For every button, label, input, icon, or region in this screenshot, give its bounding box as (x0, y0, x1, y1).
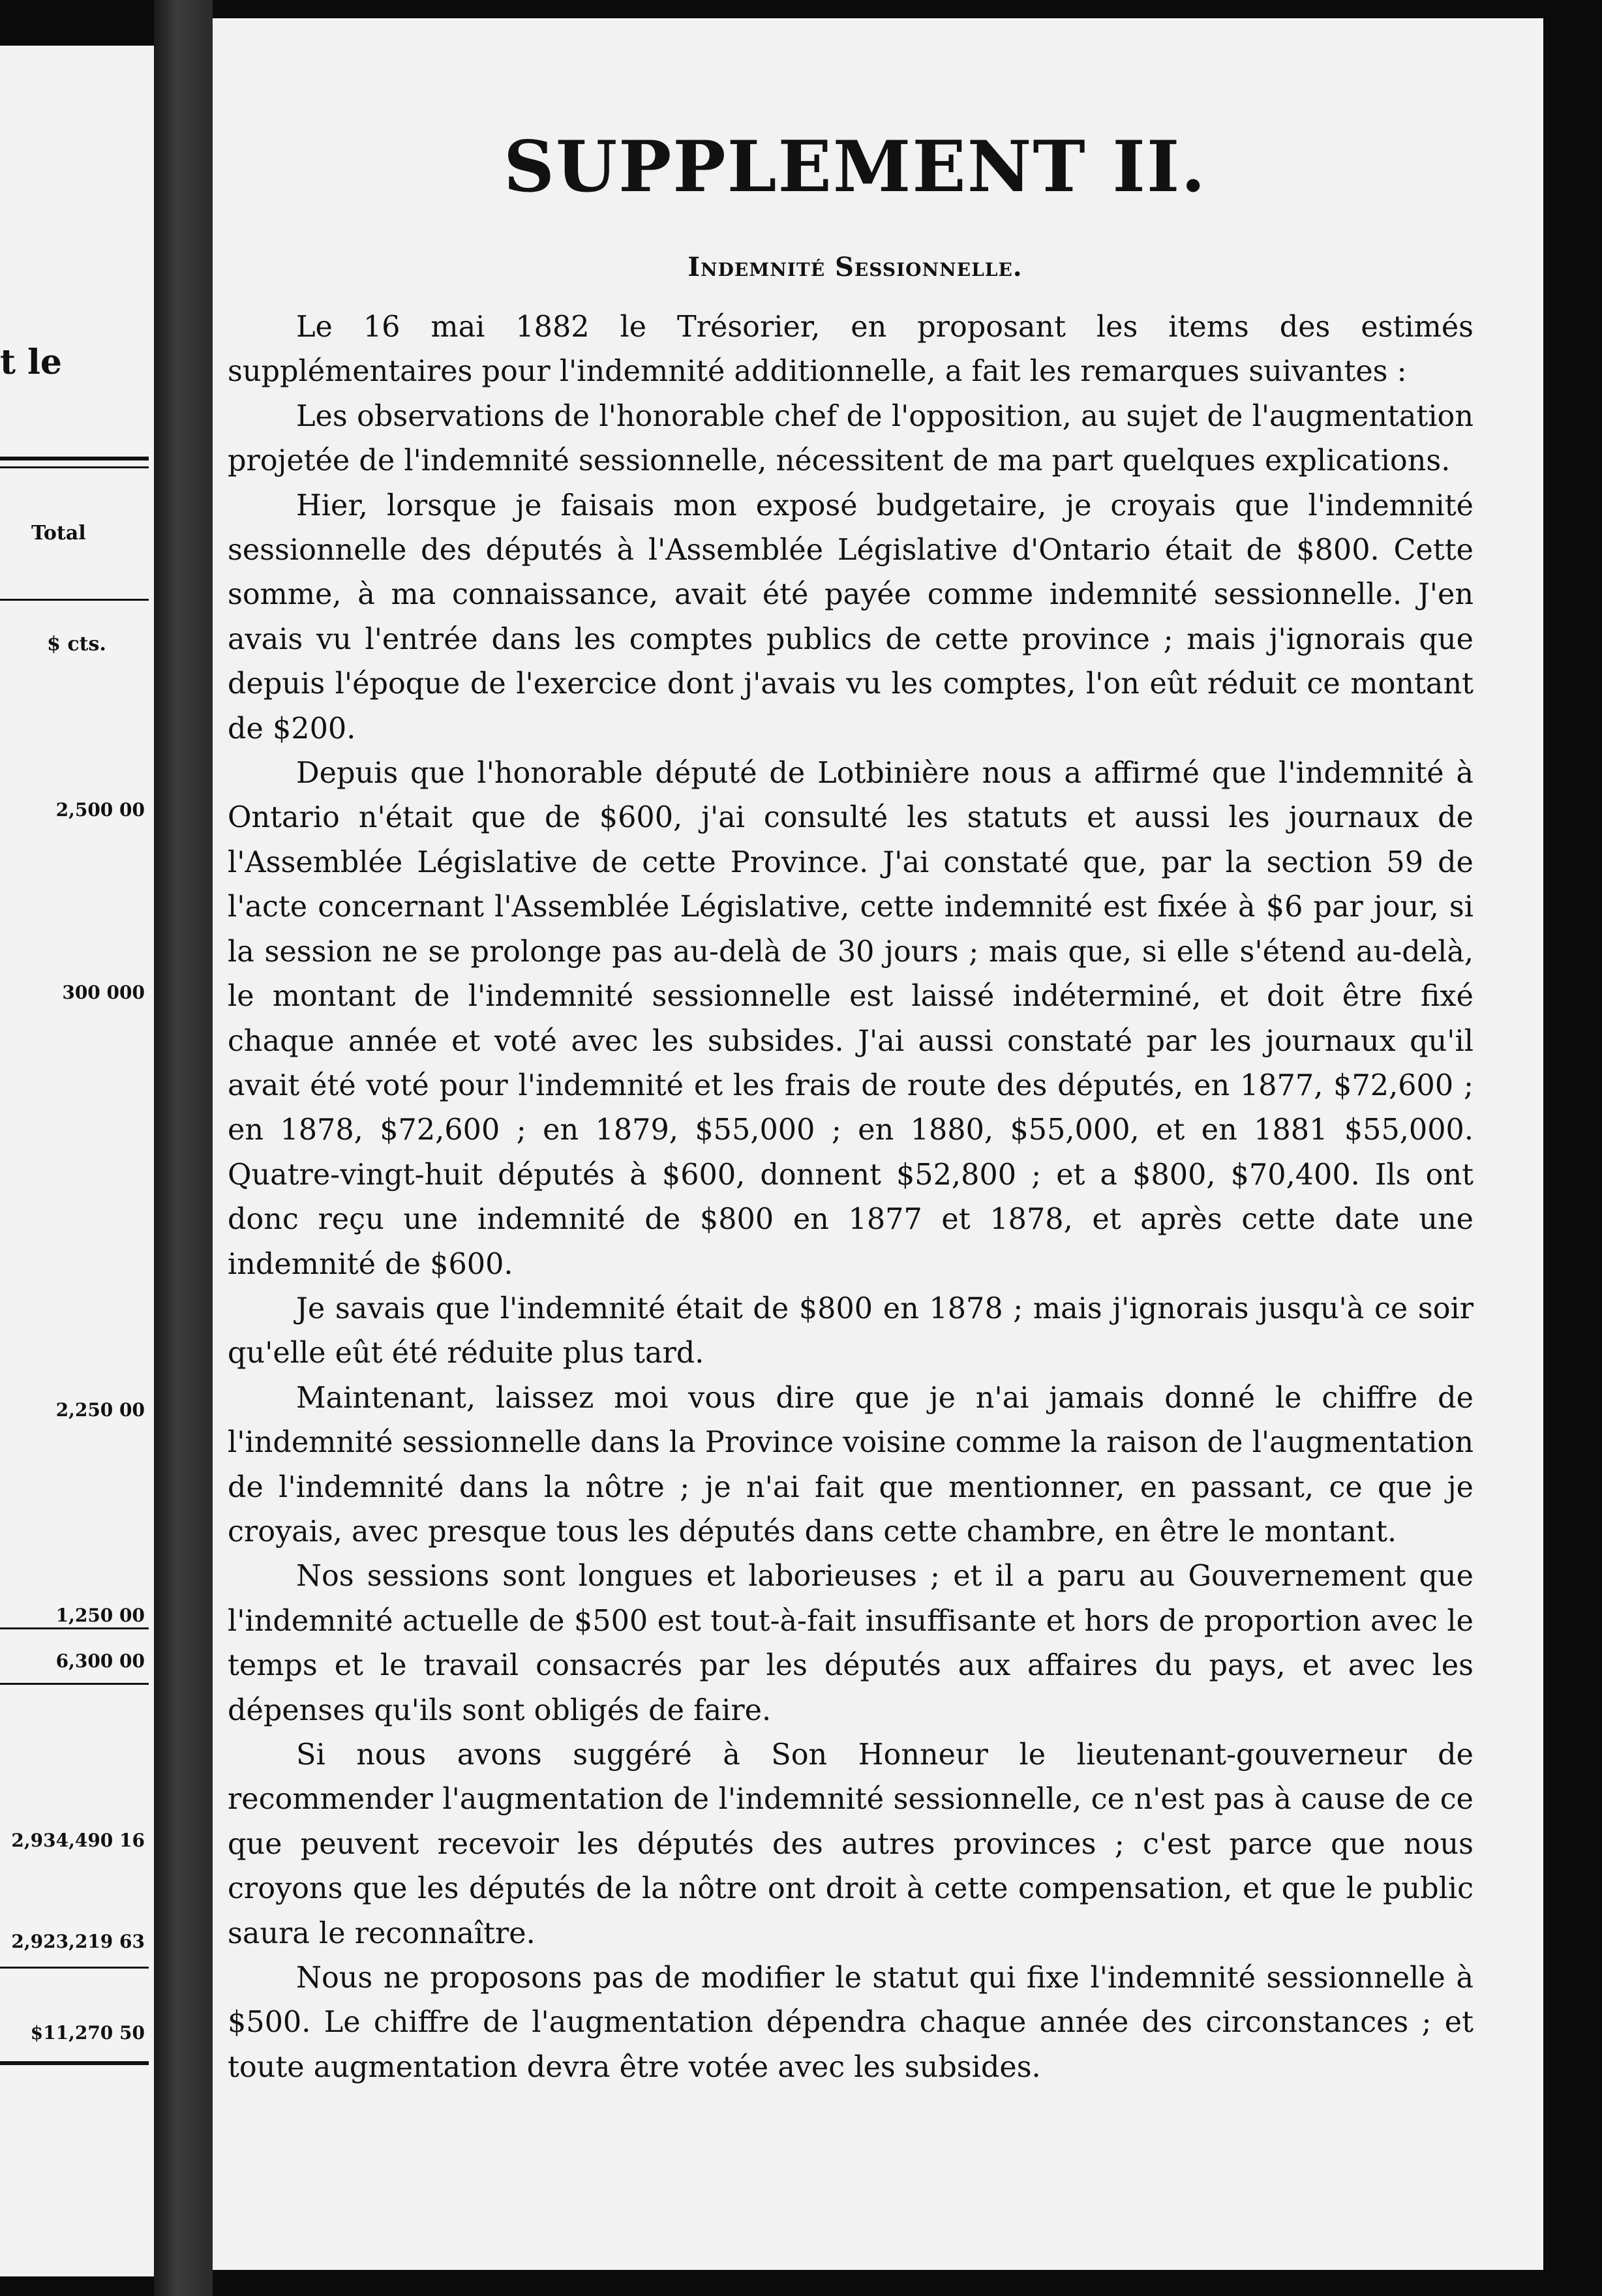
scan-border (1543, 0, 1602, 2296)
table-rule (0, 2061, 149, 2065)
amount-cell: 6,300 00 (55, 1650, 145, 1672)
paragraph: Hier, lorsque je faisais mon exposé budgetaire, je croyais que l'indemnité sessionnelle des députés à l'Assemblée Législative d'Ontario était de $800. Cette somme, à ma connaissance, avait été payée comme indemnité sessionnelle. J'en avais vu l'entrée dans les comptes publics de cette province ; mais j'ignorais que depuis l'époque de l'exercice dont j'avais vu les comptes, l'on eût réduit ce montant de $200. (228, 489, 1474, 746)
amount-cell: 1,250 00 (55, 1605, 145, 1626)
table-rule (0, 1683, 149, 1685)
document-page (213, 18, 1543, 2270)
paragraph: Depuis que l'honorable député de Lotbinière nous a affirmé que l'indemnité à Ontario n'était que de $600, j'ai consulté les statuts et aussi les journaux de l'Assemblée Législative de cette Province. J'ai constaté que, par la section 59 de l'acte concernant l'Assemblée Législative, cette indemnité est fixée à $6 par jour, si la session ne se prolonge pas au-delà de 30 jours ; mais que, si elle s'étend au-delà, le montant de l'indemnité sessionnelle est laissé indéterminé, et doit être fixé chaque année et voté avec les subsides. J'ai aussi constaté par les journaux qu'il avait été voté pour l'indemnité et les frais de route des députés, en 1877, $72,600 ; en 1878, $72,600 ; en 1879, $55,000 ; en 1880, $55,000, et en 1881 $55,000. Quatre-vingt-huit députés à $600, donnent $52,800 ; et a $800, $70,400. Ils ont donc reçu une indemnité de $800 en 1877 et 1878, et après cette date une indemnité de $600. (228, 757, 1474, 1281)
table-rule (0, 466, 149, 468)
unit-label: $ cts. (47, 633, 106, 656)
paragraph: Je savais que l'indemnité était de $800 en 1878 ; mais j'ignorais jusqu'à ce soir qu'elle eût été réduite plus tard. (228, 1292, 1474, 1370)
amount-cell: 2,250 00 (55, 1399, 145, 1421)
table-rule (0, 457, 149, 461)
paragraph: Les observations de l'honorable chef de l'opposition, au sujet de l'augmentation projetée de l'indemnité sessionnelle, nécessitent de ma part quelques explications. (228, 399, 1474, 478)
facing-page-heading-fragment: t le (0, 342, 62, 382)
amount-cell: 2,500 00 (55, 799, 145, 821)
table-rule (0, 599, 149, 601)
paragraph: Le 16 mai 1882 le Trésorier, en proposant les items des estimés supplémentaires pour l'indemnité additionnelle, a fait les remarques suivantes : (228, 310, 1474, 389)
amount-cell: 2,923,219 63 (11, 1931, 145, 1952)
section-subtitle: Indemnité Sessionnelle. (688, 252, 1023, 282)
amount-cell: 300 000 (62, 982, 145, 1003)
paragraph: Nos sessions sont longues et laborieuses ; et il a paru au Gouvernement que l'indemnité actuelle de $500 est tout-à-fait insuffisante et hors de proportion avec le temps et le travail consacrés par les députés aux affaires du pays, et avec les dépenses qu'ils sont obligés de faire. (228, 1560, 1474, 1727)
facing-page-fragment (0, 46, 154, 2276)
paragraph: Nous ne proposons pas de modifier le statut qui fixe l'indemnité sessionnelle à $500. Le chiffre de l'augmentation dépendra chaque année des circonstances ; et toute augmentation devra être votée avec les subsides. (228, 1961, 1474, 2084)
page-title: SUPPLEMENT II. (503, 126, 1207, 208)
column-header-total: Total (31, 522, 86, 545)
body-text (228, 305, 1474, 2090)
paragraph: Maintenant, laissez moi vous dire que je n'ai jamais donné le chiffre de l'indemnité sessionnelle dans la Province voisine comme la raison de l'augmentation de l'indemnité dans la nôtre ; je n'ai fait que mentionner, en passant, ce que je croyais, avec presque tous les députés dans cette chambre, en être le montant. (228, 1381, 1474, 1548)
book-gutter (154, 0, 213, 2296)
table-rule (0, 1627, 149, 1629)
table-rule (0, 1967, 149, 1969)
paragraph: Si nous avons suggéré à Son Honneur le lieutenant-gouverneur de recommender l'augmentation de l'indemnité sessionnelle, ce n'est pas à cause de ce que peuvent recevoir les députés des autres provinces ; c'est parce que nous croyons que les députés de la nôtre ont droit à cette compensation, et que le public saura le reconnaître. (228, 1738, 1474, 1950)
amount-cell: $11,270 50 (30, 2022, 145, 2044)
amount-cell: 2,934,490 16 (11, 1830, 145, 1851)
